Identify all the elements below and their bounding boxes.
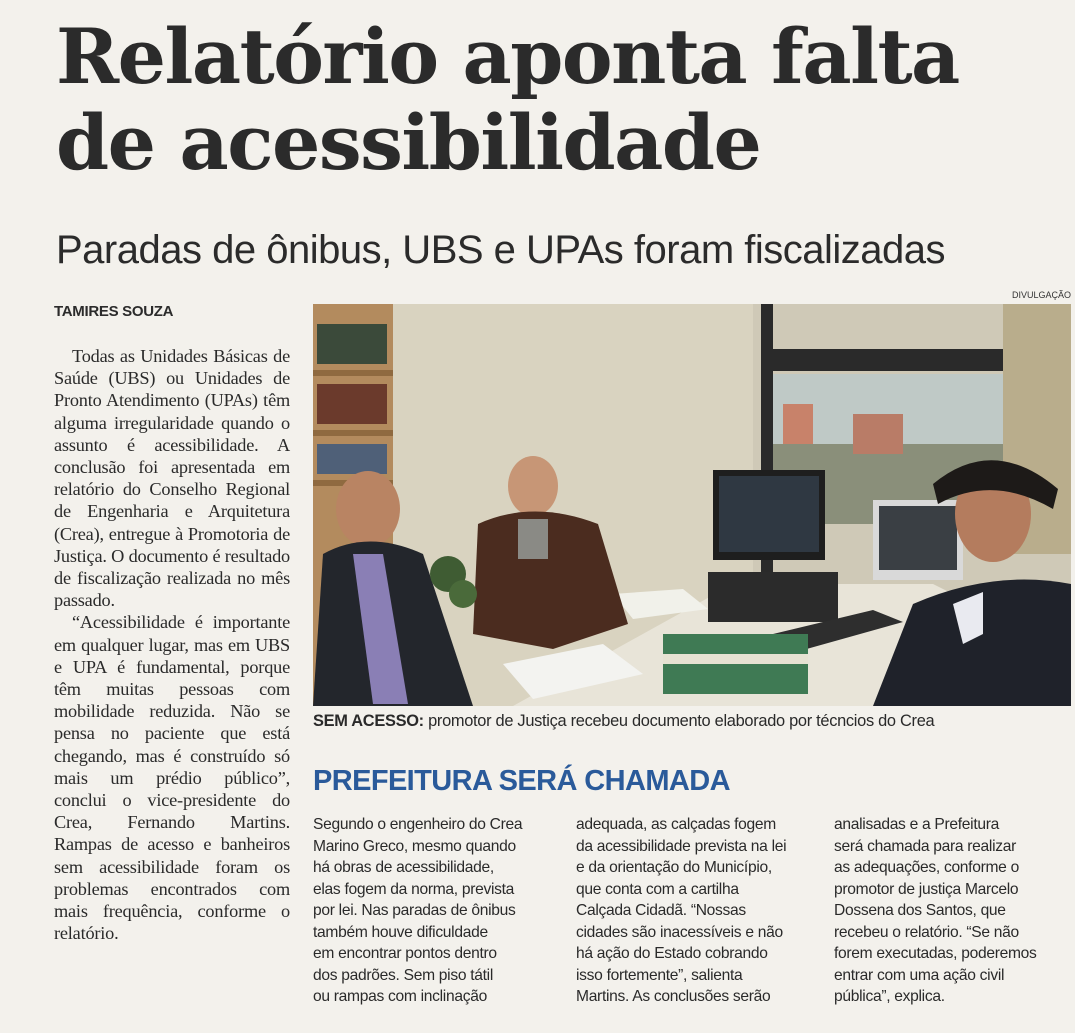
- caption-label: SEM ACESSO:: [313, 712, 424, 730]
- column-line: elas fogem da norma, prevista: [313, 880, 515, 898]
- headline: [56, 14, 1066, 186]
- column-line: em encontrar pontos dentro: [313, 945, 497, 962]
- column-line: há ação do Estado cobrando: [576, 945, 768, 962]
- headline-line-2: de acessibilidade: [56, 98, 761, 187]
- photo-credit: DIVULGAÇÃO: [1011, 290, 1071, 300]
- meeting-photo-illustration: [313, 304, 1071, 706]
- lead-text: [54, 345, 290, 944]
- column-line: e da orientação do Município,: [576, 859, 772, 876]
- column-line: analisadas e a Prefeitura: [834, 816, 1000, 833]
- column-line: ou rampas com inclinação: [313, 988, 487, 1005]
- lead-paragraph-2: “Acessibilidade é importante em qualquer lugar, mas em UBS e UPA é fundamental, porque têm muitas pessoas com mobilidade reduzida. Não se pensa no paciente que está chegando, mas é construído só mais um prédio público”, conclui o vice-presidente do Crea, Fernando Martins. Rampas de acesso e banheiros sem acessibilidade foram os problemas encontrados com mais frequência, conforme o relatório.: [54, 612, 290, 944]
- column-line: Dossena dos Santos, que: [834, 902, 1006, 919]
- section-title: PREFEITURA SERÁ CHAMADA: [313, 765, 730, 797]
- column-line: que conta com a cartilha: [576, 880, 739, 898]
- column-line: forem executadas, poderemos: [834, 945, 1037, 962]
- column-line: cidades são inacessíveis e não: [576, 923, 783, 941]
- column-line: dos padrões. Sem piso tátil: [313, 966, 493, 984]
- column-line: Martins. As conclusões serão: [576, 988, 771, 1005]
- column-line: da acessibilidade prevista na lei: [576, 837, 787, 855]
- column-line: recebeu o relatório. “Se não: [834, 923, 1019, 941]
- column-line: as adequações, conforme o: [834, 859, 1019, 876]
- column-line: adequada, as calçadas fogem: [576, 816, 776, 833]
- text-column-3: [834, 814, 1070, 1008]
- column-line: será chamada para realizar: [834, 837, 1017, 855]
- byline: TAMIRES SOUZA: [54, 303, 174, 320]
- column-line: Marino Greco, mesmo quando: [313, 837, 516, 855]
- subheadline: Paradas de ônibus, UBS e UPAs foram fiscalizadas: [56, 228, 946, 272]
- column-line: Segundo o engenheiro do Crea: [313, 816, 523, 833]
- caption-text: promotor de Justiça recebeu documento elaborado por técncios do Crea: [423, 712, 935, 730]
- column-line: Calçada Cidadã. “Nossas: [576, 902, 746, 919]
- column-line: por lei. Nas paradas de ônibus: [313, 902, 516, 919]
- text-column-2: [576, 814, 812, 1008]
- text-column-1: [313, 814, 549, 1008]
- column-line: há obras de acessibilidade,: [313, 859, 494, 876]
- lead-paragraph-1: Todas as Unidades Básicas de Saúde (UBS) ou Unidades de Pronto Atendimento (UPAs) têm alguma irregularidade quando o assunto é acessibilidade. A conclusão foi apresentada em relatório do Conselho Regional de Engenharia e Arquitetura (Crea), entregue à Promotoria de Justiça. O documento é resultado de fiscalização realizada no mês passado.: [54, 346, 290, 611]
- article-photo: [313, 304, 1071, 706]
- column-line: também houve dificuldade: [313, 923, 488, 941]
- column-line: isso fortemente”, salienta: [576, 966, 743, 984]
- column-line: promotor de justiça Marcelo: [834, 880, 1019, 898]
- column-line: entrar com uma ação civil: [834, 966, 1005, 984]
- photo-caption: [313, 712, 1073, 731]
- headline-line-1: Relatório aponta falta: [56, 12, 959, 101]
- column-line: pública”, explica.: [834, 988, 945, 1005]
